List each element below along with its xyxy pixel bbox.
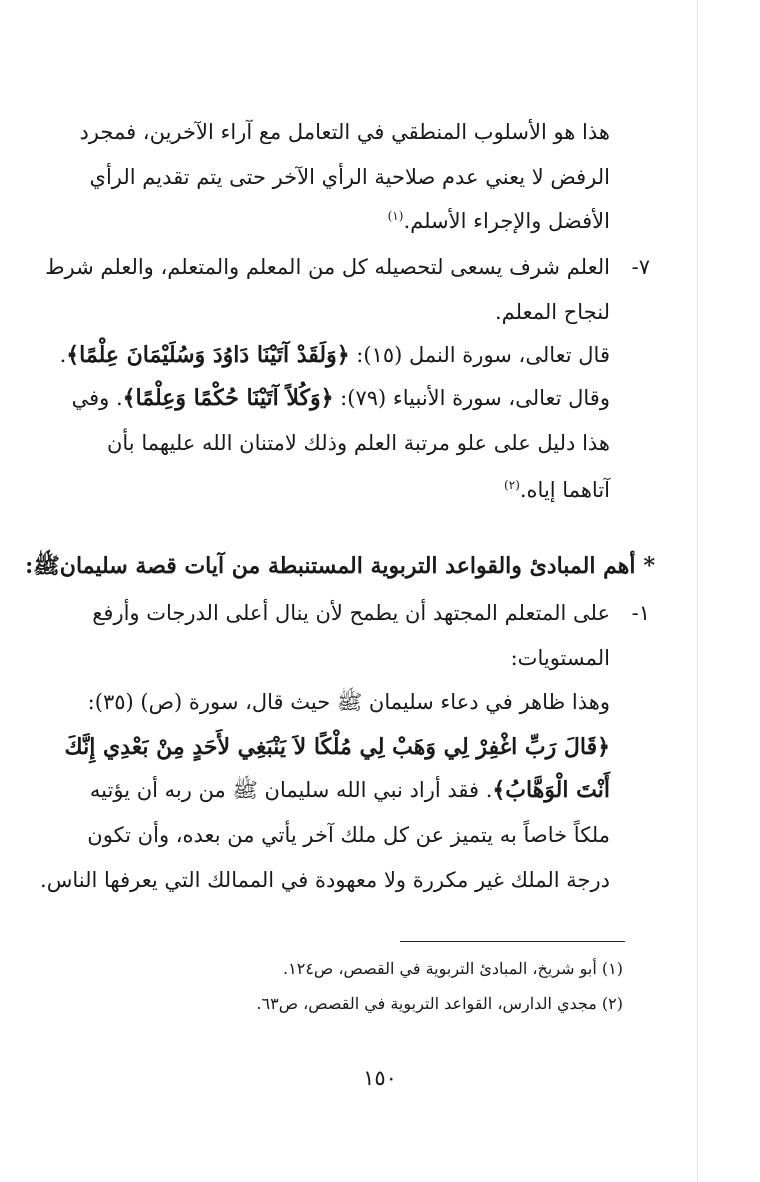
footnote-mark: (١) — [601, 959, 623, 978]
footnote-separator — [400, 941, 625, 942]
list-number: ١- — [631, 601, 650, 625]
body-line: الرفض لا يعني عدم صلاحية الرأي الآخر حتى يتم تقديم الرأي — [89, 165, 610, 189]
verse-end: . — [59, 343, 67, 367]
body-line: المستويات: — [510, 646, 610, 670]
body-line: ملكاً خاصاً به يتميز عن كل ملك آخر يأتي من بعده، وأن تكون — [87, 823, 610, 847]
footnote — [283, 957, 623, 981]
quran-verse-line: ﴿قَالَ رَبِّ اغْفِرْ لِي وَهَبْ لِي مُلْكًا لاَ يَنْبَغِي لأَحَدٍ مِنْ بَعْدِي إِنَّكَ — [64, 734, 610, 760]
body-line: لنجاح المعلم. — [494, 300, 610, 324]
body-line: العلم شرف يسعى لتحصيله كل من المعلم والمتعلم، والعلم شرط — [45, 255, 610, 279]
body-line: درجة الملك غير مكررة ولا معهودة في الممالك التي يعرفها الناس. — [40, 868, 610, 892]
footnote-text: أبو شريخ، المبادئ التربوية في القصص، ص١٢٤. — [283, 959, 597, 978]
body-line: على المتعلم المجتهد أن يطمح لأن ينال أعلى الدرجات وأرفع — [92, 601, 610, 625]
verse-line — [71, 383, 610, 413]
verse-intro: قال تعالى، سورة النمل (١٥): — [356, 343, 610, 367]
body-line: هذا هو الأسلوب المنطقي في التعامل مع آراء الآخرين، فمجرد — [79, 120, 610, 144]
footnote-text: مجدي الدارس، القواعد التربوية في القصص، ص٦٣. — [256, 994, 597, 1013]
footnote-ref: (٢) — [504, 478, 520, 492]
verse-line — [59, 340, 610, 370]
body-line: وهذا ظاهر في دعاء سليمان ﷺ حيث قال، سورة (ص) (٣٥): — [87, 690, 610, 714]
body-text: الأفضل والإجراء الأسلم. — [403, 209, 610, 233]
footnote — [256, 992, 623, 1016]
body-line — [150, 206, 610, 236]
quran-verse: ﴿وَكُلاً آتَيْنَا حُكْمًا وَعِلْمًا﴾ — [122, 385, 334, 411]
verse-end: . وفي — [71, 386, 123, 410]
verse-intro: وقال تعالى، سورة الأنبياء (٧٩): — [340, 386, 610, 410]
heading-star: * — [643, 553, 655, 579]
section-heading — [25, 551, 655, 581]
quran-verse: ﴿وَلَقَدْ آتَيْنَا دَاوُدَ وَسُلَيْمَانَ عِلْمًا﴾ — [66, 342, 350, 368]
body-line — [150, 475, 610, 505]
list-number: ٧- — [631, 255, 650, 279]
body-text: . فقد أراد نبي الله سليمان ﷺ من ربه أن يؤتيه — [89, 778, 493, 802]
footnote-mark: (٢) — [601, 994, 623, 1013]
body-text: آتاهما إياه. — [519, 478, 610, 502]
quran-verse: أَنْتَ الْوَهَّابُ﴾ — [492, 777, 610, 803]
page-edge-line — [697, 0, 698, 1182]
footnote-ref: (١) — [387, 209, 404, 223]
verse-line — [89, 775, 610, 805]
body-line: هذا دليل على علو مرتبة العلم وذلك لامتنان الله عليهما بأن — [106, 431, 610, 455]
heading-text: أهم المبادئ والقواعد التربوية المستنبطة من آيات قصة سليمانﷺ: — [25, 553, 636, 579]
page-number: ١٥٠ — [363, 1066, 397, 1090]
